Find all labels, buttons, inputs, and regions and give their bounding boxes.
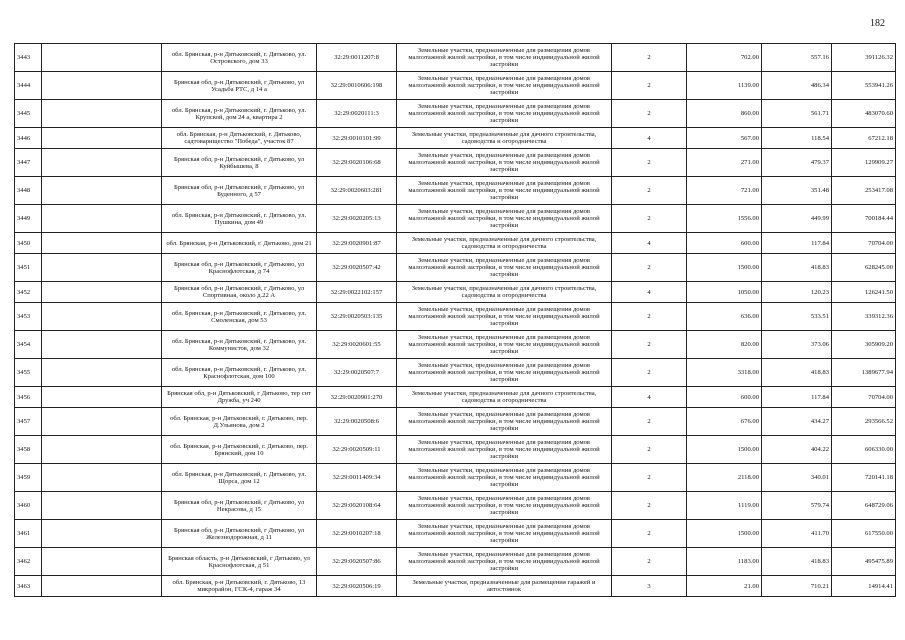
land-use-cell: Земельные участки, предназначенные для размещения домов малоэтажной жилой застройки, в том числе индивидуальной жилой застройки <box>397 44 612 72</box>
land-use-cell: Земельные участки, предназначенные для размещения домов малоэтажной жилой застройки, в том числе индивидуальной жилой застройки <box>397 464 612 492</box>
blank-cell <box>42 492 162 520</box>
area-cell: 1119.00 <box>687 492 762 520</box>
address-cell: Брянская обл, р-н Дятьковский, г Дятьково, ул Спортивная, около д.22 А <box>162 282 317 303</box>
blank-cell <box>42 205 162 233</box>
category-cell: 2 <box>612 436 687 464</box>
table-row <box>15 520 896 548</box>
blank-cell <box>42 303 162 331</box>
cadastral-number-cell: 32:29:0020205:13 <box>317 205 397 233</box>
specific-value-cell: 449.99 <box>762 205 832 233</box>
row-number: 3450 <box>15 233 42 254</box>
area-cell: 676.00 <box>687 408 762 436</box>
area-cell: 3318.00 <box>687 359 762 387</box>
specific-value-cell: 340.01 <box>762 464 832 492</box>
cadastral-value-cell: 553941.26 <box>832 72 896 100</box>
address-cell: обл. Брянская, р-н Дятьковский, г. Дятьково, ул. Смоленская, дом 53 <box>162 303 317 331</box>
specific-value-cell: 710.21 <box>762 576 832 597</box>
row-number: 3457 <box>15 408 42 436</box>
cadastral-number-cell: 32:29:0010207:18 <box>317 520 397 548</box>
cadastral-value-cell: 253417.08 <box>832 177 896 205</box>
cadastral-number-cell: 32:29:0020507:86 <box>317 548 397 576</box>
cadastral-value-cell: 391126.32 <box>832 44 896 72</box>
row-number: 3445 <box>15 100 42 128</box>
land-use-cell: Земельные участки, предназначенные для размещения домов малоэтажной жилой застройки, в том числе индивидуальной жилой застройки <box>397 359 612 387</box>
blank-cell <box>42 282 162 303</box>
cadastral-value-cell: 606330.00 <box>832 436 896 464</box>
area-cell: 1183.00 <box>687 548 762 576</box>
category-cell: 2 <box>612 548 687 576</box>
cadastral-value-cell: 339312.36 <box>832 303 896 331</box>
address-cell: обл. Брянская, р-н Дятьковский, г. Дятьково, ул. Коммунистов, дом 32 <box>162 331 317 359</box>
row-number: 3459 <box>15 464 42 492</box>
row-number: 3446 <box>15 128 42 149</box>
land-use-cell: Земельные участки, предназначенные для дачного строительства, садоводства и огородничества <box>397 282 612 303</box>
table-row <box>15 331 896 359</box>
specific-value-cell: 117.84 <box>762 233 832 254</box>
table-row <box>15 149 896 177</box>
address-cell: обл. Брянская, р-н Дятьковский, г. Дятьково, ул. Краснофлотская, дом 100 <box>162 359 317 387</box>
land-use-cell: Земельные участки, предназначенные для размещения домов малоэтажной жилой застройки, в том числе индивидуальной жилой застройки <box>397 303 612 331</box>
table-row <box>15 128 896 149</box>
address-cell: Брянская обл, р-н Дятьковский, г Дятьково, ул Куйбышева, 8 <box>162 149 317 177</box>
blank-cell <box>42 464 162 492</box>
table-row <box>15 44 896 72</box>
cadastral-number-cell: 32:29:0020601:55 <box>317 331 397 359</box>
land-use-cell: Земельные участки, предназначенные для размещения домов малоэтажной жилой застройки, в том числе индивидуальной жилой застройки <box>397 492 612 520</box>
blank-cell <box>42 331 162 359</box>
cadastral-value-cell: 483070.60 <box>832 100 896 128</box>
area-cell: 860.00 <box>687 100 762 128</box>
cadastral-value-cell: 70704.00 <box>832 233 896 254</box>
address-cell: обл. Брянская, р-н Дятьковский, г. Дятьково, дом 21 <box>162 233 317 254</box>
land-use-cell: Земельные участки, предназначенные для размещения домов малоэтажной жилой застройки, в том числе индивидуальной жилой застройки <box>397 149 612 177</box>
cadastral-value-cell: 67212.18 <box>832 128 896 149</box>
table-row <box>15 72 896 100</box>
cadastral-value-cell: 617550.00 <box>832 520 896 548</box>
area-cell: 1050.00 <box>687 282 762 303</box>
cadastral-value-cell: 305909.20 <box>832 331 896 359</box>
cadastral-value-cell: 648729.06 <box>832 492 896 520</box>
blank-cell <box>42 72 162 100</box>
specific-value-cell: 118.54 <box>762 128 832 149</box>
address-cell: Брянская обл, р-н Дятьковский, г Дятьково, ул Краснофлотская, д 74 <box>162 254 317 282</box>
specific-value-cell: 418.83 <box>762 254 832 282</box>
cadastral-value-cell: 720141.18 <box>832 464 896 492</box>
specific-value-cell: 418.83 <box>762 548 832 576</box>
area-cell: 600.00 <box>687 387 762 408</box>
land-use-cell: Земельные участки, предназначенные для размещения домов малоэтажной жилой застройки, в том числе индивидуальной жилой застройки <box>397 436 612 464</box>
area-cell: 1500.00 <box>687 436 762 464</box>
blank-cell <box>42 387 162 408</box>
address-cell: обл. Брянская, р-н Дятьковский, г. Дятьково, пер. Брянский, дом 10 <box>162 436 317 464</box>
table-row <box>15 282 896 303</box>
table-row <box>15 177 896 205</box>
cadastral-value-cell: 14914.41 <box>832 576 896 597</box>
address-cell: обл. Брянская, р-н Дятьковский, г. Дятьково, пер. Д.Ульянова, дом 2 <box>162 408 317 436</box>
area-cell: 2118.00 <box>687 464 762 492</box>
table-row <box>15 303 896 331</box>
category-cell: 2 <box>612 520 687 548</box>
category-cell: 2 <box>612 177 687 205</box>
row-number: 3463 <box>15 576 42 597</box>
specific-value-cell: 351.48 <box>762 177 832 205</box>
area-cell: 1139.00 <box>687 72 762 100</box>
address-cell: Брянская обл, р-н Дятьковский, г Дятьково, ул Некрасова, д 15 <box>162 492 317 520</box>
row-number: 3448 <box>15 177 42 205</box>
row-number: 3449 <box>15 205 42 233</box>
cadastral-number-cell: 32:29:0010101:99 <box>317 128 397 149</box>
blank-cell <box>42 149 162 177</box>
address-cell: обл. Брянская, р-н Дятьковский, г. Дятьково, ул. Крупской, дом 24 а, квартира 2 <box>162 100 317 128</box>
table-row <box>15 254 896 282</box>
land-use-cell: Земельные участки, предназначенные для размещения гаражей и автостоянок <box>397 576 612 597</box>
cadastral-value-cell: 495475.89 <box>832 548 896 576</box>
blank-cell <box>42 44 162 72</box>
cadastral-number-cell: 32:29:0020111:3 <box>317 100 397 128</box>
table-row <box>15 100 896 128</box>
cadastral-number-cell: 32:29:0020901:270 <box>317 387 397 408</box>
cadastral-number-cell: 32:29:0020507:42 <box>317 254 397 282</box>
area-cell: 702.00 <box>687 44 762 72</box>
area-cell: 21.00 <box>687 576 762 597</box>
land-use-cell: Земельные участки, предназначенные для размещения домов малоэтажной жилой застройки, в том числе индивидуальной жилой застройки <box>397 72 612 100</box>
specific-value-cell: 561.71 <box>762 100 832 128</box>
blank-cell <box>42 520 162 548</box>
category-cell: 2 <box>612 464 687 492</box>
address-cell: обл. Брянская, р-н Дятьковский, г. Дятьково, ул. Щорса, дом 12 <box>162 464 317 492</box>
category-cell: 2 <box>612 149 687 177</box>
category-cell: 2 <box>612 359 687 387</box>
land-use-cell: Земельные участки, предназначенные для размещения домов малоэтажной жилой застройки, в том числе индивидуальной жилой застройки <box>397 100 612 128</box>
cadastral-value-cell: 129909.27 <box>832 149 896 177</box>
specific-value-cell: 411.70 <box>762 520 832 548</box>
category-cell: 4 <box>612 282 687 303</box>
row-number: 3453 <box>15 303 42 331</box>
specific-value-cell: 404.22 <box>762 436 832 464</box>
area-cell: 1500.00 <box>687 254 762 282</box>
land-use-cell: Земельные участки, предназначенные для размещения домов малоэтажной жилой застройки, в том числе индивидуальной жилой застройки <box>397 408 612 436</box>
row-number: 3461 <box>15 520 42 548</box>
table-row <box>15 576 896 597</box>
blank-cell <box>42 128 162 149</box>
category-cell: 2 <box>612 303 687 331</box>
address-cell: Брянская обл, р-н Дятьковский, г Дятьково, ул Усадьба РТС, д 14 а <box>162 72 317 100</box>
category-cell: 2 <box>612 492 687 520</box>
blank-cell <box>42 359 162 387</box>
category-cell: 4 <box>612 233 687 254</box>
category-cell: 2 <box>612 205 687 233</box>
specific-value-cell: 579.74 <box>762 492 832 520</box>
row-number: 3443 <box>15 44 42 72</box>
category-cell: 3 <box>612 576 687 597</box>
cadastral-value-cell: 293566.52 <box>832 408 896 436</box>
land-use-cell: Земельные участки, предназначенные для размещения домов малоэтажной жилой застройки, в том числе индивидуальной жилой застройки <box>397 548 612 576</box>
cadastral-number-cell: 32:29:0010606:198 <box>317 72 397 100</box>
category-cell: 2 <box>612 100 687 128</box>
land-use-cell: Земельные участки, предназначенные для размещения домов малоэтажной жилой застройки, в том числе индивидуальной жилой застройки <box>397 520 612 548</box>
row-number: 3455 <box>15 359 42 387</box>
blank-cell <box>42 436 162 464</box>
table-body <box>15 44 896 597</box>
row-number: 3454 <box>15 331 42 359</box>
row-number: 3462 <box>15 548 42 576</box>
cadastral-value-cell: 70704.00 <box>832 387 896 408</box>
land-use-cell: Земельные участки, предназначенные для дачного строительства, садоводства и огородничества <box>397 233 612 254</box>
row-number: 3452 <box>15 282 42 303</box>
address-cell: Брянская область, р-н Дятьковский, г Дятьково, ул Краснофлотская, д 51 <box>162 548 317 576</box>
specific-value-cell: 418.83 <box>762 359 832 387</box>
land-registry-table <box>14 43 896 597</box>
blank-cell <box>42 233 162 254</box>
cadastral-number-cell: 32:29:0020106:68 <box>317 149 397 177</box>
category-cell: 2 <box>612 72 687 100</box>
address-cell: Брянская обл, р-н Дятьковский, г Дятьково, ул Буденного, д 57 <box>162 177 317 205</box>
area-cell: 721.00 <box>687 177 762 205</box>
cadastral-number-cell: 32:29:0020603:281 <box>317 177 397 205</box>
specific-value-cell: 479.37 <box>762 149 832 177</box>
blank-cell <box>42 408 162 436</box>
land-use-cell: Земельные участки, предназначенные для размещения домов малоэтажной жилой застройки, в том числе индивидуальной жилой застройки <box>397 331 612 359</box>
area-cell: 1556.00 <box>687 205 762 233</box>
cadastral-number-cell: 32:29:0020901:87 <box>317 233 397 254</box>
area-cell: 1500.00 <box>687 520 762 548</box>
address-cell: обл. Брянская, р-н Дятьковский, г. Дятьково, ул. Островского, дом 33 <box>162 44 317 72</box>
address-cell: Брянская обл, р-н Дятьковский, г Дятьково, тер снт Дружба, уч 240 <box>162 387 317 408</box>
land-use-cell: Земельные участки, предназначенные для дачного строительства, садоводства и огородничества <box>397 387 612 408</box>
row-number: 3458 <box>15 436 42 464</box>
address-cell: обл. Брянская, р-н Дятьковский, г. Дятьково, ул. Пушкина, дом 49 <box>162 205 317 233</box>
blank-cell <box>42 100 162 128</box>
table-row <box>15 387 896 408</box>
specific-value-cell: 486.34 <box>762 72 832 100</box>
category-cell: 2 <box>612 44 687 72</box>
specific-value-cell: 373.06 <box>762 331 832 359</box>
category-cell: 2 <box>612 254 687 282</box>
area-cell: 567.00 <box>687 128 762 149</box>
cadastral-number-cell: 32:29:0020108:64 <box>317 492 397 520</box>
row-number: 3456 <box>15 387 42 408</box>
cadastral-number-cell: 32:29:0020507:7 <box>317 359 397 387</box>
category-cell: 4 <box>612 128 687 149</box>
cadastral-number-cell: 32:29:0011207:8 <box>317 44 397 72</box>
cadastral-number-cell: 32:29:0020509:11 <box>317 436 397 464</box>
row-number: 3460 <box>15 492 42 520</box>
land-use-cell: Земельные участки, предназначенные для дачного строительства, садоводства и огородничества <box>397 128 612 149</box>
area-cell: 636.00 <box>687 303 762 331</box>
specific-value-cell: 533.51 <box>762 303 832 331</box>
table-row <box>15 233 896 254</box>
land-use-cell: Земельные участки, предназначенные для размещения домов малоэтажной жилой застройки, в том числе индивидуальной жилой застройки <box>397 177 612 205</box>
cadastral-value-cell: 1389677.94 <box>832 359 896 387</box>
area-cell: 271.00 <box>687 149 762 177</box>
address-cell: обл. Брянская, р-н Дятьковский, г. Дятьково, 13 микрорайон, ГСК-4, гараж 34 <box>162 576 317 597</box>
cadastral-value-cell: 628245.00 <box>832 254 896 282</box>
address-cell: Брянская обл, р-н Дятьковский, г Дятьково, ул Железнодорожная, д 11 <box>162 520 317 548</box>
land-use-cell: Земельные участки, предназначенные для размещения домов малоэтажной жилой застройки, в том числе индивидуальной жилой застройки <box>397 254 612 282</box>
blank-cell <box>42 177 162 205</box>
row-number: 3444 <box>15 72 42 100</box>
table-row <box>15 548 896 576</box>
row-number: 3447 <box>15 149 42 177</box>
cadastral-number-cell: 32:29:0011409:34 <box>317 464 397 492</box>
table-row <box>15 492 896 520</box>
page-number: 182 <box>870 18 885 29</box>
blank-cell <box>42 576 162 597</box>
cadastral-number-cell: 32:29:0020508:6 <box>317 408 397 436</box>
land-use-cell: Земельные участки, предназначенные для размещения домов малоэтажной жилой застройки, в том числе индивидуальной жилой застройки <box>397 205 612 233</box>
specific-value-cell: 120.23 <box>762 282 832 303</box>
category-cell: 2 <box>612 408 687 436</box>
specific-value-cell: 117.84 <box>762 387 832 408</box>
table-row <box>15 464 896 492</box>
table-row <box>15 436 896 464</box>
cadastral-number-cell: 32:29:0020506:19 <box>317 576 397 597</box>
category-cell: 2 <box>612 331 687 359</box>
cadastral-number-cell: 32:29:0022102:157 <box>317 282 397 303</box>
area-cell: 600.00 <box>687 233 762 254</box>
specific-value-cell: 557.16 <box>762 44 832 72</box>
table-row <box>15 359 896 387</box>
cadastral-value-cell: 126241.50 <box>832 282 896 303</box>
category-cell: 4 <box>612 387 687 408</box>
area-cell: 820.00 <box>687 331 762 359</box>
address-cell: обл. Брянская, р-н Дятьковский, г. Дятьково, садтоварищество "Победа", участок 87 <box>162 128 317 149</box>
cadastral-value-cell: 700184.44 <box>832 205 896 233</box>
cadastral-number-cell: 32:29:0020503:135 <box>317 303 397 331</box>
blank-cell <box>42 254 162 282</box>
table-row <box>15 408 896 436</box>
blank-cell <box>42 548 162 576</box>
specific-value-cell: 434.27 <box>762 408 832 436</box>
table-row <box>15 205 896 233</box>
row-number: 3451 <box>15 254 42 282</box>
